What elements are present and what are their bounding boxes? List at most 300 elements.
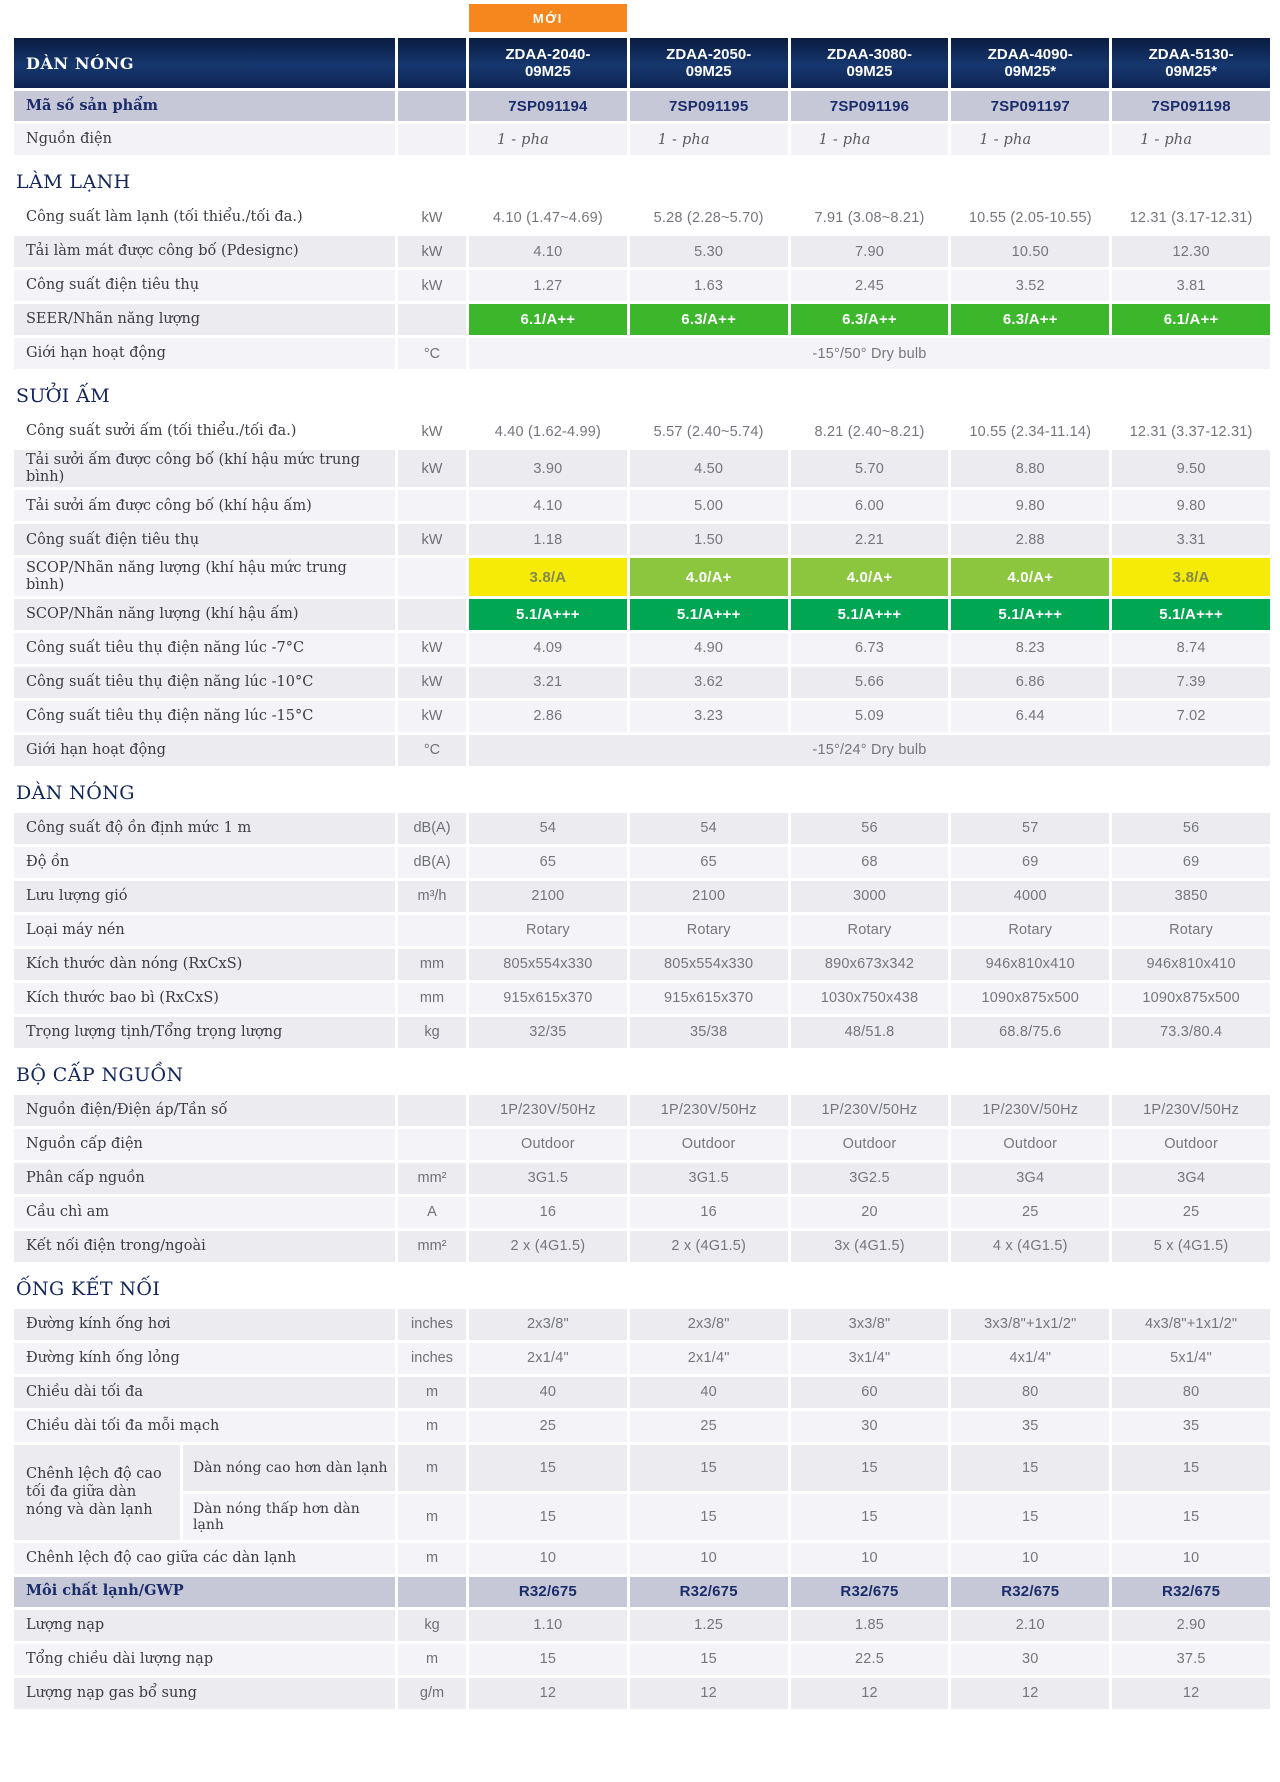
value-cell: 10.50: [951, 236, 1109, 267]
value-cell: 7SP091197: [951, 91, 1109, 121]
row-unit: m³/h: [398, 881, 466, 912]
row-label: Công suất làm lạnh (tối thiểu./tối đa.): [26, 209, 303, 226]
value-cell: 5.57 (2.40~5.74): [653, 423, 764, 440]
value-cell: 37.5: [1112, 1644, 1270, 1675]
row-label: Công suất tiêu thụ điện năng lúc -10°C: [14, 667, 395, 698]
new-badge: MỚI: [469, 4, 627, 32]
value-cell: 946x810x410: [951, 949, 1109, 980]
value-cell: 2 x (4G1.5): [469, 1231, 627, 1262]
row-unit: kW: [398, 524, 466, 555]
value-cell: 68: [791, 847, 949, 878]
model-column-header: [951, 38, 1109, 88]
rating-badge: 6.1/A++: [469, 304, 627, 335]
model-name-line1: ZDAA-4090-: [987, 45, 1073, 63]
value-cell: 25: [630, 1411, 788, 1442]
value-cell: 1P/230V/50Hz: [1112, 1095, 1270, 1126]
value-cell: Rotary: [1112, 915, 1270, 946]
row-unit: mm: [398, 983, 466, 1014]
row-label: Công suất sưởi ấm (tối thiểu./tối đa.): [26, 423, 297, 440]
value-cell: 1.50: [630, 524, 788, 555]
value-cell: R32/675: [469, 1577, 627, 1607]
spec-row: [14, 1610, 1270, 1641]
row-label: Chênh lệch độ cao tối đa giữa dàn nóng và dàn lạnh: [14, 1445, 180, 1540]
row-unit: inches: [398, 1343, 466, 1374]
value-cell: 3.23: [630, 701, 788, 732]
value-cell: 2100: [630, 881, 788, 912]
value-cell: 4.90: [630, 633, 788, 664]
value-cell: 15: [469, 1644, 627, 1675]
row-label: Nguồn điện: [14, 124, 395, 155]
model-name-line2: 09M25*: [1004, 63, 1057, 80]
value-cell: 1090x875x500: [1112, 983, 1270, 1014]
rating-badge: 3.8/A: [1112, 558, 1270, 595]
value-cell: 1P/230V/50Hz: [951, 1095, 1109, 1126]
value-cell: 6.44: [951, 701, 1109, 732]
value-cell: 1090x875x500: [951, 983, 1109, 1014]
value-cell: 1 - pha: [1112, 124, 1270, 155]
value-cell: 4.40 (1.62-4.99): [494, 423, 602, 440]
value-cell: 25: [1112, 1197, 1270, 1228]
value-cell: 8.21 (2.40~8.21): [814, 423, 925, 440]
row-unit: m: [398, 1445, 466, 1491]
row-label: Chiều dài tối đa: [14, 1377, 395, 1408]
value-cell: 2.88: [951, 524, 1109, 555]
spec-row: [14, 1377, 1270, 1408]
rating-badge: 5.1/A+++: [630, 599, 788, 630]
value-cell: 3000: [791, 881, 949, 912]
spec-row: [14, 1644, 1270, 1675]
row-label: Chiều dài tối đa mỗi mạch: [14, 1411, 395, 1442]
value-cell: 1.18: [469, 524, 627, 555]
value-cell: Rotary: [630, 915, 788, 946]
row-label: Công suất tiêu thụ điện năng lúc -7°C: [14, 633, 395, 664]
rating-badge: 5.1/A+++: [469, 599, 627, 630]
spec-row: [14, 202, 1270, 233]
spec-row: [14, 1411, 1270, 1442]
badge-row: [14, 4, 1270, 32]
spec-row: [14, 1343, 1270, 1374]
value-cell: 2x3/8": [630, 1309, 788, 1340]
row-unit: mm: [398, 949, 466, 980]
value-cell: 1.25: [630, 1610, 788, 1641]
value-cell: 3.62: [630, 667, 788, 698]
spec-row: [14, 667, 1270, 698]
value-cell: 2.45: [791, 270, 949, 301]
row-unit: [398, 599, 466, 630]
value-cell: 65: [469, 847, 627, 878]
value-cell: 3.52: [951, 270, 1109, 301]
row-unit: m: [398, 1411, 466, 1442]
spec-row: [14, 490, 1270, 521]
value-cell: 1P/230V/50Hz: [469, 1095, 627, 1126]
row-label: Giới hạn hoạt động: [14, 338, 395, 369]
value-cell: 2100: [469, 881, 627, 912]
value-cell: 56: [791, 813, 949, 844]
value-cell: 15: [791, 1445, 949, 1491]
value-cell: 35: [1112, 1411, 1270, 1442]
row-label: Cầu chì am: [14, 1197, 395, 1228]
spec-row: [14, 304, 1270, 335]
model-name-line1: ZDAA-5130-: [1148, 45, 1234, 63]
value-cell: 12: [1112, 1678, 1270, 1709]
row-unit: m: [398, 1494, 466, 1540]
rating-badge: 5.1/A+++: [951, 599, 1109, 630]
badge-row-spacer: [398, 4, 466, 32]
row-unit: kW: [421, 209, 443, 226]
spec-row: [14, 1163, 1270, 1194]
value-cell: 5.28 (2.28~5.70): [653, 209, 764, 226]
value-cell: 1.10: [469, 1610, 627, 1641]
spec-row: [14, 1543, 1270, 1574]
spec-row: [14, 735, 1270, 766]
spec-row: [14, 1095, 1270, 1126]
spec-row: [14, 881, 1270, 912]
model-column-header: [1112, 38, 1270, 88]
value-cell: 80: [1112, 1377, 1270, 1408]
value-cell: 10.55 (2.34-11.14): [969, 423, 1092, 440]
value-cell: 4.10 (1.47~4.69): [492, 209, 603, 226]
value-cell: 3G4: [1112, 1163, 1270, 1194]
row-label: Công suất tiêu thụ điện năng lúc -15°C: [14, 701, 395, 732]
rating-badge: 6.3/A++: [791, 304, 949, 335]
value-cell: 4x1/4": [951, 1343, 1109, 1374]
value-cell: 35/38: [630, 1017, 788, 1048]
value-cell: 15: [630, 1494, 788, 1540]
section-title: SƯỞI ẤM: [16, 385, 111, 407]
row-label: SCOP/Nhãn năng lượng (khí hậu mức trung bình): [14, 558, 395, 595]
value-cell: 3x3/8": [791, 1309, 949, 1340]
value-cell: 20: [791, 1197, 949, 1228]
table-header-row: [14, 38, 1270, 88]
row-label: Môi chất lạnh/GWP: [14, 1577, 395, 1607]
value-cell: 12.31 (3.17-12.31): [1129, 209, 1253, 226]
model-name-line2: 09M25: [524, 63, 571, 80]
value-cell: 2.90: [1112, 1610, 1270, 1641]
row-unit: kW: [398, 236, 466, 267]
row-label: Công suất điện tiêu thụ: [14, 524, 395, 555]
section-title: DÀN NÓNG: [16, 781, 135, 804]
value-cell: 9.80: [951, 490, 1109, 521]
rating-badge: 5.1/A+++: [791, 599, 949, 630]
value-cell: 2 x (4G1.5): [630, 1231, 788, 1262]
value-cell: 15: [951, 1445, 1109, 1491]
value-cell: R32/675: [791, 1577, 949, 1607]
value-cell: 3x1/4": [791, 1343, 949, 1374]
spec-row: [14, 813, 1270, 844]
value-cell: 4.50: [630, 450, 788, 487]
row-label: Kích thước dàn nóng (RxCxS): [14, 949, 395, 980]
section-title: LÀM LẠNH: [16, 171, 131, 193]
rating-badge: 6.1/A++: [1112, 304, 1270, 335]
value-cell: 69: [1112, 847, 1270, 878]
row-unit: [398, 558, 466, 595]
value-cell: 73.3/80.4: [1112, 1017, 1270, 1048]
value-cell: 4000: [951, 881, 1109, 912]
value-cell: 7.02: [1112, 701, 1270, 732]
row-unit: m: [398, 1644, 466, 1675]
value-cell: 12: [469, 1678, 627, 1709]
value-cell: R32/675: [951, 1577, 1109, 1607]
value-cell: 68.8/75.6: [951, 1017, 1109, 1048]
model-column-header: [791, 38, 949, 88]
rating-badge: 6.3/A++: [630, 304, 788, 335]
row-label: Nguồn cấp điện: [14, 1129, 395, 1160]
value-cell: Rotary: [469, 915, 627, 946]
row-unit: [398, 1129, 466, 1160]
row-label: Đường kính ống lỏng: [14, 1343, 395, 1374]
value-cell: 15: [469, 1494, 627, 1540]
value-cell: 15: [630, 1445, 788, 1491]
row-unit: [398, 124, 466, 155]
spec-table-body: [14, 91, 1270, 1709]
value-cell: 9.50: [1112, 450, 1270, 487]
row-label: Lượng nạp gas bổ sung: [14, 1678, 395, 1709]
model-name-line2: 09M25: [685, 63, 732, 80]
row-unit: °C: [398, 338, 466, 369]
row-label: SCOP/Nhãn năng lượng (khí hậu ấm): [14, 599, 395, 630]
row-sublabel: Dàn nóng thấp hơn dàn lạnh: [183, 1494, 395, 1540]
value-cell: R32/675: [630, 1577, 788, 1607]
spec-row: [14, 236, 1270, 267]
value-cell: 7.39: [1112, 667, 1270, 698]
value-cell: 60: [791, 1377, 949, 1408]
row-unit: kW: [398, 270, 466, 301]
value-cell: 4.10: [469, 236, 627, 267]
row-label: SEER/Nhãn năng lượng: [14, 304, 395, 335]
rating-badge: 5.1/A+++: [1112, 599, 1270, 630]
value-cell: 5.70: [791, 450, 949, 487]
value-cell: 10: [791, 1543, 949, 1574]
value-cell: 915x615x370: [469, 983, 627, 1014]
value-cell: Outdoor: [791, 1129, 949, 1160]
spec-row: [14, 416, 1270, 447]
spec-row: [14, 1017, 1270, 1048]
model-name-line1: ZDAA-2040-: [505, 45, 591, 63]
row-unit: [398, 1577, 466, 1607]
value-cell: 54: [630, 813, 788, 844]
value-cell: 1.85: [791, 1610, 949, 1641]
row-unit: kW: [421, 423, 443, 440]
row-unit: °C: [398, 735, 466, 766]
value-cell: 54: [469, 813, 627, 844]
rating-badge: 3.8/A: [469, 558, 627, 595]
value-cell: 30: [951, 1644, 1109, 1675]
value-cell: 3G1.5: [469, 1163, 627, 1194]
value-cell: 7.90: [791, 236, 949, 267]
value-cell: Rotary: [951, 915, 1109, 946]
value-cell: 5.09: [791, 701, 949, 732]
table-title: DÀN NÓNG: [14, 38, 395, 88]
value-cell: R32/675: [1112, 1577, 1270, 1607]
value-cell: 4.10: [469, 490, 627, 521]
row-unit: m: [398, 1377, 466, 1408]
row-unit: mm²: [398, 1231, 466, 1262]
row-label: Tổng chiều dài lượng nạp: [14, 1644, 395, 1675]
value-cell: 3x3/8"+1x1/2": [951, 1309, 1109, 1340]
model-column-header: [630, 38, 788, 88]
value-cell: 3x (4G1.5): [791, 1231, 949, 1262]
value-cell: 6.00: [791, 490, 949, 521]
value-cell: 8.74: [1112, 633, 1270, 664]
spec-row: [14, 558, 1270, 595]
model-name-line2: 09M25*: [1165, 63, 1217, 80]
row-unit: [398, 91, 466, 121]
value-cell: 12: [630, 1678, 788, 1709]
row-unit: kg: [398, 1017, 466, 1048]
row-unit: inches: [398, 1309, 466, 1340]
model-name-line1: ZDAA-2050-: [666, 45, 752, 63]
row-label: Kết nối điện trong/ngoài: [14, 1231, 395, 1262]
row-unit: g/m: [398, 1678, 466, 1709]
row-label: Lưu lượng gió: [14, 881, 395, 912]
row-unit: kW: [398, 667, 466, 698]
value-cell: 5x1/4": [1112, 1343, 1270, 1374]
value-cell: Outdoor: [630, 1129, 788, 1160]
model-name-line2: 09M25: [846, 63, 893, 80]
spec-row: [14, 270, 1270, 301]
row-unit: kW: [398, 701, 466, 732]
value-cell: 40: [630, 1377, 788, 1408]
spanned-value-cell: -15°/24° Dry bulb: [469, 735, 1270, 766]
spec-row: [14, 524, 1270, 555]
value-cell: 7SP091198: [1112, 91, 1270, 121]
value-cell: 65: [630, 847, 788, 878]
value-cell: Outdoor: [1112, 1129, 1270, 1160]
value-cell: 10: [630, 1543, 788, 1574]
spec-row: [14, 1309, 1270, 1340]
row-unit: [398, 304, 466, 335]
row-label: Trọng lượng tịnh/Tổng trọng lượng: [14, 1017, 395, 1048]
spec-row: [14, 633, 1270, 664]
value-cell: 1P/230V/50Hz: [630, 1095, 788, 1126]
row-unit: A: [398, 1197, 466, 1228]
row-label: Độ ồn: [14, 847, 395, 878]
spec-row: [14, 599, 1270, 630]
row-unit: mm²: [398, 1163, 466, 1194]
header-unit-spacer: [398, 38, 466, 88]
section-title: ỐNG KẾT NỐI: [16, 1277, 161, 1300]
value-cell: 3G1.5: [630, 1163, 788, 1194]
value-cell: Outdoor: [469, 1129, 627, 1160]
spec-row: [14, 338, 1270, 369]
row-unit: kW: [398, 633, 466, 664]
value-cell: 7SP091194: [469, 91, 627, 121]
model-name-line1: ZDAA-3080-: [826, 45, 912, 63]
value-cell: 1.27: [469, 270, 627, 301]
value-cell: 3G2.5: [791, 1163, 949, 1194]
row-label: Giới hạn hoạt động: [14, 735, 395, 766]
value-cell: 32/35: [469, 1017, 627, 1048]
value-cell: 3.21: [469, 667, 627, 698]
value-cell: 915x615x370: [630, 983, 788, 1014]
value-cell: Outdoor: [951, 1129, 1109, 1160]
value-cell: 10: [951, 1543, 1109, 1574]
row-unit: [398, 915, 466, 946]
value-cell: 3G4: [951, 1163, 1109, 1194]
value-cell: 12: [951, 1678, 1109, 1709]
value-cell: 946x810x410: [1112, 949, 1270, 980]
value-cell: 15: [469, 1445, 627, 1491]
row-label: Chênh lệch độ cao giữa các dàn lạnh: [14, 1543, 395, 1574]
row-label: Phân cấp nguồn: [14, 1163, 395, 1194]
row-unit: dB(A): [398, 847, 466, 878]
value-cell: 5.30: [630, 236, 788, 267]
value-cell: 1030x750x438: [791, 983, 949, 1014]
value-cell: 2.21: [791, 524, 949, 555]
value-cell: 15: [1112, 1494, 1270, 1540]
value-cell: 35: [951, 1411, 1109, 1442]
value-cell: 48/51.8: [791, 1017, 949, 1048]
rating-badge: 4.0/A+: [791, 558, 949, 595]
row-unit: kg: [398, 1610, 466, 1641]
spec-row: [14, 91, 1270, 121]
value-cell: 3.81: [1112, 270, 1270, 301]
value-cell: 1 - pha: [951, 124, 1109, 155]
value-cell: 10.55 (2.05-10.55): [968, 209, 1092, 226]
value-cell: 805x554x330: [469, 949, 627, 980]
row-unit: kW: [398, 450, 466, 487]
value-cell: 8.23: [951, 633, 1109, 664]
section-title: BỘ CẤP NGUỒN: [16, 1063, 184, 1086]
rating-badge: 4.0/A+: [951, 558, 1109, 595]
model-column-header: [469, 38, 627, 88]
value-cell: 3.90: [469, 450, 627, 487]
spec-row: [14, 1678, 1270, 1709]
row-label: Tải làm mát được công bố (Pdesignc): [14, 236, 395, 267]
spec-row: [14, 1231, 1270, 1262]
value-cell: 40: [469, 1377, 627, 1408]
row-unit: m: [398, 1543, 466, 1574]
row-label: Tải sưởi ấm được công bố (khí hậu mức trung bình): [14, 450, 395, 487]
row-unit: dB(A): [398, 813, 466, 844]
row-label: Đường kính ống hơi: [14, 1309, 395, 1340]
row-label: Mã số sản phẩm: [14, 91, 395, 121]
value-cell: 15: [951, 1494, 1109, 1540]
value-cell: 15: [1112, 1445, 1270, 1491]
value-cell: 4.09: [469, 633, 627, 664]
value-cell: 15: [630, 1644, 788, 1675]
row-label: Công suất điện tiêu thụ: [14, 270, 395, 301]
row-label: Nguồn điện/Điện áp/Tần số: [14, 1095, 395, 1126]
value-cell: 3850: [1112, 881, 1270, 912]
value-cell: 1P/230V/50Hz: [791, 1095, 949, 1126]
value-cell: 4x3/8"+1x1/2": [1112, 1309, 1270, 1340]
spec-row: [14, 983, 1270, 1014]
spec-row: [14, 701, 1270, 732]
value-cell: 12: [791, 1678, 949, 1709]
value-cell: 7.91 (3.08~8.21): [814, 209, 925, 226]
value-cell: 69: [951, 847, 1109, 878]
spec-row: [14, 1129, 1270, 1160]
value-cell: 8.80: [951, 450, 1109, 487]
value-cell: 10: [469, 1543, 627, 1574]
value-cell: 5.66: [791, 667, 949, 698]
value-cell: 1 - pha: [630, 124, 788, 155]
value-cell: 890x673x342: [791, 949, 949, 980]
value-cell: 56: [1112, 813, 1270, 844]
value-cell: 2.86: [469, 701, 627, 732]
value-cell: 80: [951, 1377, 1109, 1408]
value-cell: 25: [951, 1197, 1109, 1228]
value-cell: 12.30: [1112, 236, 1270, 267]
spec-row: [14, 450, 1270, 487]
value-cell: 10: [1112, 1543, 1270, 1574]
row-label: Công suất độ ồn định mức 1 m: [14, 813, 395, 844]
value-cell: 1 - pha: [469, 124, 627, 155]
rating-badge: 6.3/A++: [951, 304, 1109, 335]
row-label: Kích thước bao bì (RxCxS): [14, 983, 395, 1014]
value-cell: 6.86: [951, 667, 1109, 698]
